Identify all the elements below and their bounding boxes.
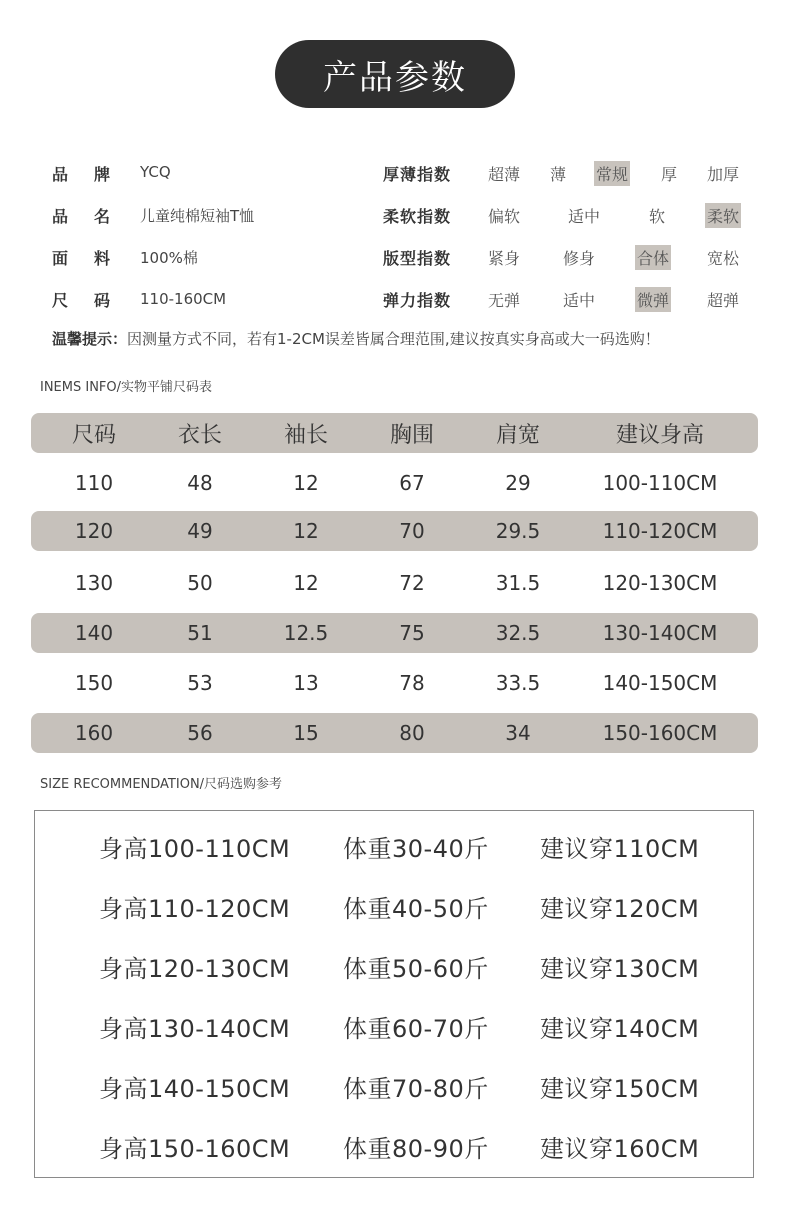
rec-size: 建议穿140CM xyxy=(540,1014,700,1043)
rec-weight: 体重30-40斤 xyxy=(343,834,489,863)
table-cell: 33.5 xyxy=(495,671,541,695)
table-cell: 34 xyxy=(505,721,531,745)
index-option: 修身 xyxy=(563,249,596,268)
param-label-size: 尺 码 xyxy=(52,291,110,310)
rec-height: 身高120-130CM xyxy=(99,954,291,983)
index-option-selected: 柔软 xyxy=(705,203,741,228)
param-value-size: 110-160CM xyxy=(140,290,227,308)
header-cell: 袖长 xyxy=(283,422,328,448)
table-cell: 160 xyxy=(74,721,114,745)
table-cell: 53 xyxy=(187,671,213,695)
param-value-name: 儿童纯棉短袖T恤 xyxy=(140,207,255,225)
header-cell: 衣长 xyxy=(177,422,222,448)
recommendation-row xyxy=(35,1066,755,1106)
index-option: 适中 xyxy=(563,291,596,310)
index-option: 适中 xyxy=(568,207,601,226)
warm-tip xyxy=(52,328,660,349)
table-cell: 110 xyxy=(74,471,114,495)
param-label-brand: 品 牌 xyxy=(52,165,110,184)
recommendation-box xyxy=(34,810,754,1178)
index-label-softness: 柔软指数 xyxy=(383,207,452,226)
header-cell: 胸围 xyxy=(389,422,434,448)
warm-tip-text: 因测量方式不同，若有1-2CM误差皆属合理范围,建议按真实身高或大一码选购！ xyxy=(127,330,660,348)
table-cell: 12 xyxy=(293,571,319,595)
table-cell: 70 xyxy=(399,519,425,543)
table-row xyxy=(31,713,758,753)
table-cell: 32.5 xyxy=(495,621,541,645)
index-option: 软 xyxy=(649,207,666,226)
table-cell: 150-160CM xyxy=(602,721,718,745)
table-cell: 12 xyxy=(293,519,319,543)
rec-size: 建议穿160CM xyxy=(540,1134,700,1163)
table-cell: 12 xyxy=(293,471,319,495)
table-cell: 13 xyxy=(293,671,319,695)
table-row xyxy=(31,613,758,653)
index-option-selected: 常规 xyxy=(594,161,630,186)
index-option: 无弹 xyxy=(488,291,521,310)
table-row xyxy=(31,511,758,551)
table-cell: 120 xyxy=(74,519,114,543)
index-label-thickness: 厚薄指数 xyxy=(383,165,452,184)
index-option: 超弹 xyxy=(707,291,740,310)
table-cell: 100-110CM xyxy=(602,471,718,495)
rec-weight: 体重70-80斤 xyxy=(343,1074,489,1103)
table-cell: 51 xyxy=(187,621,213,645)
rec-weight: 体重80-90斤 xyxy=(343,1134,489,1163)
recommendation-row xyxy=(35,946,755,986)
size-table-header xyxy=(31,413,758,453)
table-cell: 49 xyxy=(187,519,213,543)
rec-height: 身高140-150CM xyxy=(99,1074,291,1103)
rec-weight: 体重40-50斤 xyxy=(343,894,489,923)
index-option: 厚 xyxy=(661,165,678,184)
recommendation-row xyxy=(35,1126,755,1166)
index-option: 加厚 xyxy=(707,165,740,184)
table-cell: 15 xyxy=(293,721,319,745)
rec-weight: 体重60-70斤 xyxy=(343,1014,489,1043)
param-value-brand: YCQ xyxy=(140,163,171,181)
index-option: 超薄 xyxy=(488,165,521,184)
index-option: 紧身 xyxy=(488,249,521,268)
rec-height: 身高110-120CM xyxy=(99,894,291,923)
param-label-name: 品 名 xyxy=(52,207,110,226)
rec-size: 建议穿120CM xyxy=(540,894,700,923)
table-cell: 140 xyxy=(74,621,114,645)
table-cell: 72 xyxy=(399,571,425,595)
warm-tip-label: 温馨提示： xyxy=(52,330,128,348)
table-cell: 75 xyxy=(399,621,425,645)
index-option: 宽松 xyxy=(707,249,740,268)
index-option: 偏软 xyxy=(488,207,521,226)
section-title: 产品参数 xyxy=(275,40,515,108)
table-row xyxy=(31,563,758,603)
table-row xyxy=(31,663,758,703)
header-cell: 尺码 xyxy=(71,422,116,448)
table-cell: 120-130CM xyxy=(602,571,718,595)
table-cell: 12.5 xyxy=(283,621,329,645)
table-cell: 50 xyxy=(187,571,213,595)
header-cell: 建议身高 xyxy=(615,422,704,448)
table-cell: 130-140CM xyxy=(602,621,718,645)
param-value-fabric: 100%棉 xyxy=(140,249,198,267)
size-table-caption: INEMS INFO/实物平铺尺码表 xyxy=(40,380,213,395)
table-cell: 67 xyxy=(399,471,425,495)
table-cell: 48 xyxy=(187,471,213,495)
rec-height: 身高150-160CM xyxy=(99,1134,291,1163)
index-option: 薄 xyxy=(550,165,567,184)
table-cell: 110-120CM xyxy=(602,519,718,543)
param-label-fabric: 面 料 xyxy=(52,249,110,268)
table-cell: 29.5 xyxy=(495,519,541,543)
rec-weight: 体重50-60斤 xyxy=(343,954,489,983)
table-cell: 56 xyxy=(187,721,213,745)
table-cell: 31.5 xyxy=(495,571,541,595)
rec-height: 身高100-110CM xyxy=(99,834,291,863)
index-label-elasticity: 弹力指数 xyxy=(383,291,452,310)
rec-size: 建议穿110CM xyxy=(540,834,700,863)
recommendation-row xyxy=(35,1006,755,1046)
index-option-selected: 微弹 xyxy=(635,287,671,312)
recommendation-row xyxy=(35,886,755,926)
index-label-fit: 版型指数 xyxy=(383,249,452,268)
table-cell: 29 xyxy=(505,471,531,495)
table-cell: 130 xyxy=(74,571,114,595)
rec-size: 建议穿150CM xyxy=(540,1074,700,1103)
table-cell: 80 xyxy=(399,721,425,745)
table-row xyxy=(31,463,758,503)
header-cell: 肩宽 xyxy=(495,422,540,448)
table-cell: 140-150CM xyxy=(602,671,718,695)
rec-size: 建议穿130CM xyxy=(540,954,700,983)
recommendation-row xyxy=(35,826,755,866)
rec-height: 身高130-140CM xyxy=(99,1014,291,1043)
table-cell: 78 xyxy=(399,671,425,695)
index-option-selected: 合体 xyxy=(635,245,671,270)
recommendation-caption: SIZE RECOMMENDATION/尺码选购参考 xyxy=(40,777,283,792)
table-cell: 150 xyxy=(74,671,114,695)
